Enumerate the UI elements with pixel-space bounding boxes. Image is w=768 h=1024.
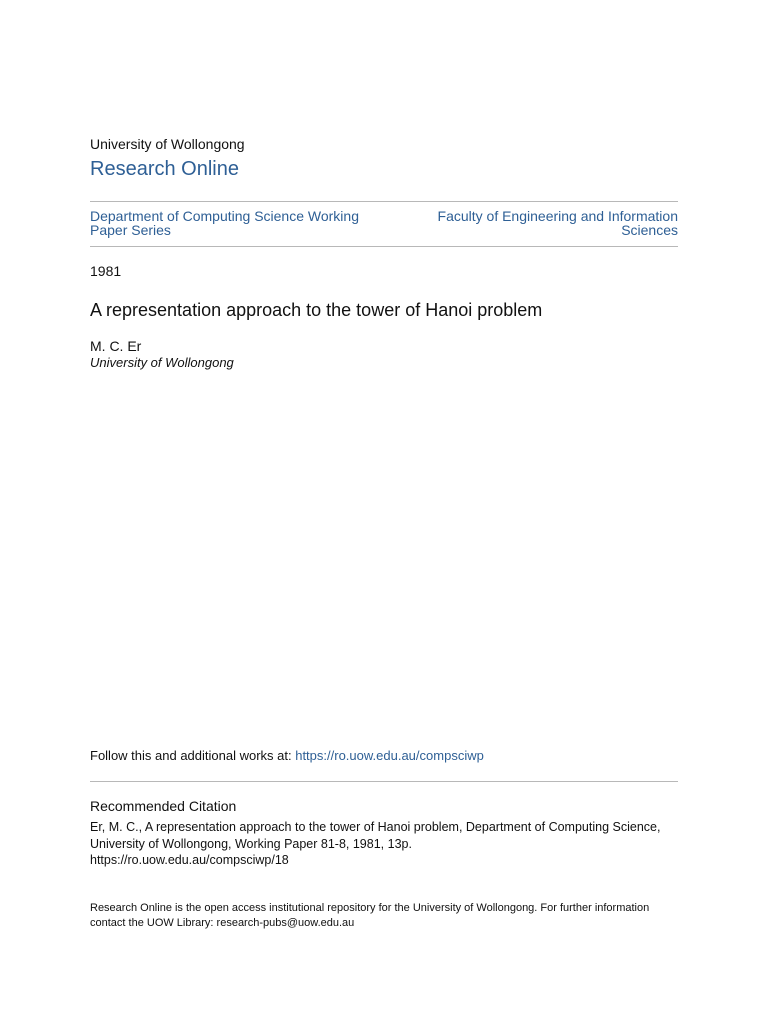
collection-link[interactable]: https://ro.uow.edu.au/compsciwp (295, 748, 484, 763)
author-affiliation: University of Wollongong (90, 355, 234, 370)
series-link-computing-science[interactable]: Department of Computing Science Working Paper Series (90, 208, 359, 238)
follow-label: Follow this and additional works at: (90, 748, 296, 763)
citation-line-1: Er, M. C., A representation approach to the tower of Hanoi problem, Department of Computing Science, (90, 820, 661, 834)
footer-line-1: Research Online is the open access institutional repository for the University of Wollongong. For further information (90, 902, 650, 914)
follow-line (90, 748, 484, 764)
recommended-citation-heading: Recommended Citation (90, 798, 237, 814)
research-online-link[interactable]: Research Online (90, 158, 239, 180)
citation-text (90, 819, 678, 869)
cover-page (90, 0, 678, 1024)
divider-top (90, 201, 678, 202)
divider-citation (90, 781, 678, 782)
author-name: M. C. Er (90, 338, 142, 354)
faculty-link-engineering[interactable]: Faculty of Engineering and Information Sciences (437, 208, 678, 238)
divider-series (90, 246, 678, 247)
publication-year: 1981 (90, 263, 122, 279)
footer-line-2: contact the UOW Library: research-pubs@uow.edu.au (90, 916, 355, 929)
citation-url: https://ro.uow.edu.au/compsciwp/18 (90, 853, 289, 867)
paper-title: A representation approach to the tower of Hanoi problem (90, 300, 543, 320)
university-name: University of Wollongong (90, 136, 245, 152)
citation-line-2: University of Wollongong, Working Paper 81-8, 1981, 13p. (90, 836, 412, 851)
repository-footer-note (90, 901, 678, 930)
